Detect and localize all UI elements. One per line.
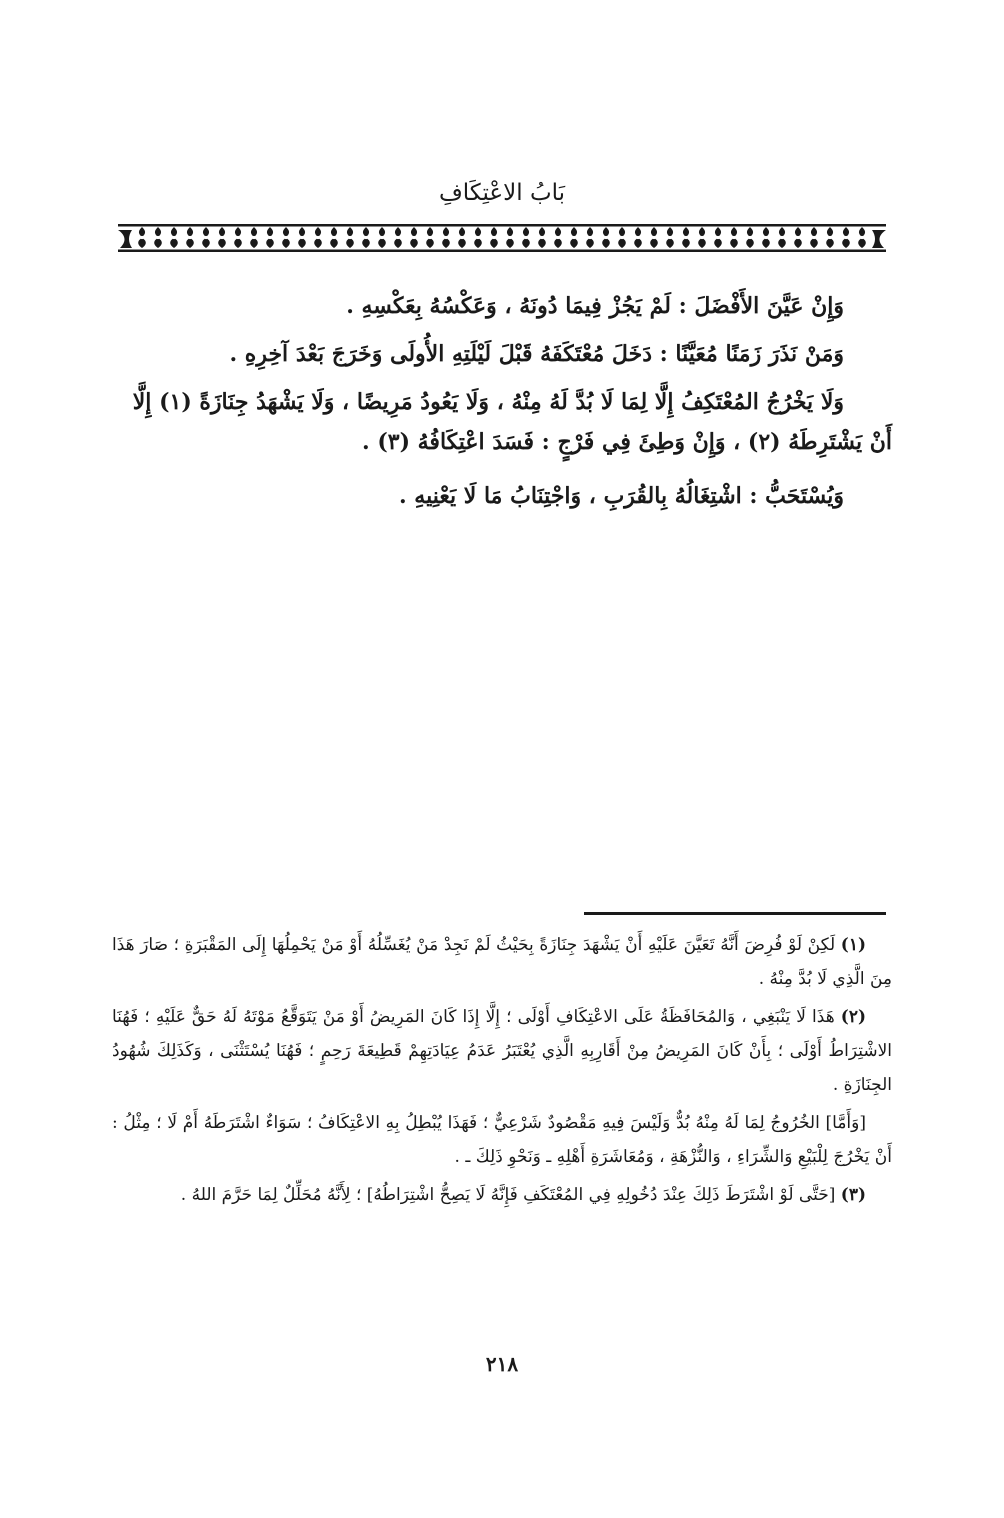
ornamental-border-divider <box>118 224 886 252</box>
footnote-text: لَكِنْ لَوْ فُرِضَ أَنَّهُ تَعَيَّنَ عَلَيْهِ أَنْ يَشْهَدَ جِنَازَةً بِحَيْثُ لَمْ نَجِدْ مَنْ يُغَسِّلُهُ أَوْ مَنْ يَحْمِلُهَا إِلَى المَقْبَرَةِ ؛ صَارَ هَذَا مِنَ الَّذِي لَا بُدَّ مِنْهُ . <box>112 935 892 989</box>
chapter-title: بَابُ الاعْتِكَافِ <box>438 180 566 206</box>
footnote-number: (١) <box>840 935 867 955</box>
footnote-separator <box>584 912 886 915</box>
footnote-3 <box>112 1178 892 1212</box>
footnotes <box>112 928 892 1216</box>
main-paragraph: وَلَا يَخْرُجُ المُعْتَكِفُ إِلَّا لِمَا لَا بُدَّ لَهُ مِنْهُ ، وَلَا يَعُودُ مَرِيضًا ، وَلَا يَشْهَدُ جِنَازَةً (١) إِلَّا أَنْ يَشْتَرِطَهُ (٢) ، وَإِنْ وَطِئَ فِي فَرْجٍ : فَسَدَ اعْتِكَافُهُ (٣) . <box>132 389 892 455</box>
footnote-text: هَذَا لَا يَنْبَغِي ، وَالمُحَافَظَةُ عَلَى الاعْتِكَافِ أَوْلَى ؛ إِلَّا إِذَا كَانَ المَرِيضُ أَوْ مَنْ يَتَوَقَّعُ مَوْتَهُ لَهُ حَقٌّ عَلَيْهِ ؛ فَهُنَا الاشْتِرَاطُ أَوْلَى ؛ بِأَنْ كَانَ المَرِيضُ مِنْ أَقَارِبِهِ الَّذِي يُعْتَبَرُ عَدَمُ عِيَادَتِهِمْ قَطِيعَةَ رَحِمٍ ؛ فَهُنَا يُسْتَثْنَى ، وَكَذَلِكَ شُهُودُ الجِنَازَةِ . <box>112 1007 892 1095</box>
footnote-1 <box>112 928 892 996</box>
page-number: ٢١٨ <box>485 1352 519 1376</box>
main-paragraph: وَيُسْتَحَبُّ : اشْتِغَالُهُ بِالقُرَبِ ، وَاجْتِنَابُ مَا لَا يَعْنِيهِ . <box>398 483 844 509</box>
main-text <box>112 286 892 524</box>
footnote-2-continued: [وَأَمَّا] الخُرُوجُ لِمَا لَهُ مِنْهُ بُدٌّ وَلَيْسَ فِيهِ مَقْصُودٌ شَرْعِيٌّ ؛ فَهَذَا يُبْطِلُ بِهِ الاعْتِكَافُ ؛ سَوَاءٌ اشْتَرَطَهُ أَمْ لَا ؛ مِثْلُ : أَنْ يَخْرُجَ لِلْبَيْعِ وَالشِّرَاءِ ، وَالنُّزْهَةِ ، وَمُعَاشَرَةِ أَهْلِهِ ـ وَنَحْوِ ذَلِكَ ـ . <box>112 1113 892 1167</box>
footnote-number: (٢) <box>840 1007 867 1027</box>
footnote-2 <box>112 1000 892 1102</box>
main-paragraph: وَإِنْ عَيَّنَ الأَفْضَلَ : لَمْ يَجُزْ فِيمَا دُونَهُ ، وَعَكْسُهُ بِعَكْسِهِ . <box>346 293 844 319</box>
footnote-number: (٣) <box>840 1185 866 1205</box>
main-paragraph: وَمَنْ نَذَرَ زَمَنًا مُعَيَّنًا : دَخَلَ مُعْتَكَفَهُ قَبْلَ لَيْلَتِهِ الأُولَى وَخَرَجَ بَعْدَ آخِرِهِ . <box>229 341 844 367</box>
footnote-text: [حَتَّى لَوْ اشْتَرَطَ ذَلِكَ عِنْدَ دُخُولِهِ فِي المُعْتَكَفِ فَإِنَّهُ لَا يَصِحُّ اشْتِرَاطُهُ] ؛ لِأَنَّهُ مُحَلِّلٌ لِمَا حَرَّمَ اللهُ . <box>180 1185 836 1205</box>
